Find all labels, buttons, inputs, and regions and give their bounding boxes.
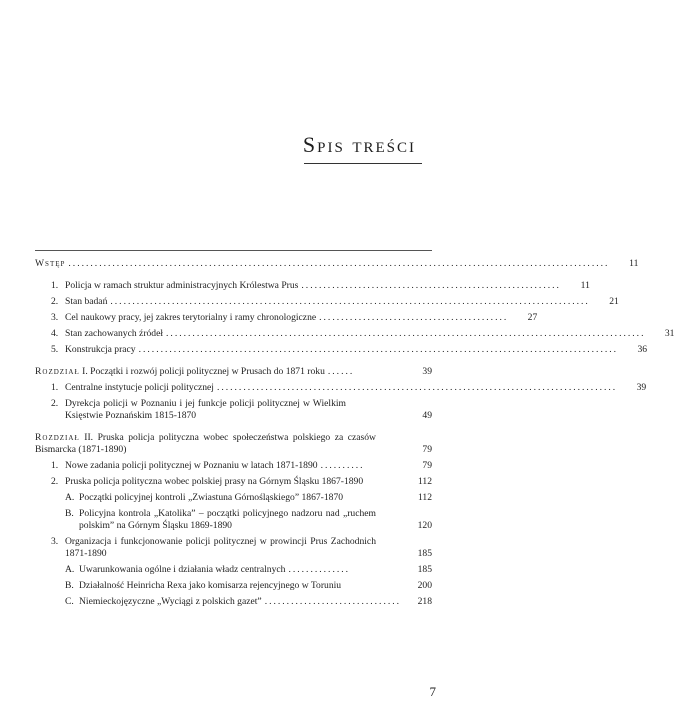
entry-number: 3.	[51, 536, 59, 547]
toc-entry[interactable]	[51, 382, 647, 394]
toc-entry[interactable]	[51, 344, 648, 356]
toc-entry[interactable]	[65, 564, 432, 576]
dot-leader: ......	[327, 366, 355, 377]
entry-page: 79	[422, 460, 432, 471]
entry-label: Policja w ramach struktur administracyjnych Królestwa Prus	[65, 280, 299, 291]
entry-number: B.	[65, 508, 74, 519]
dot-leader: ...........................................	[319, 312, 509, 323]
dot-leader: .............................................................................................................	[166, 328, 646, 339]
entry-number: 2.	[51, 476, 59, 487]
entry-label: Dyrekcja policji w Poznaniu i jej funkcje policji politycznej w Wielkim Księstwie Poznańskim 1815-1870	[65, 398, 346, 421]
entry-label: Niemieckojęzyczne „Wyciągi z polskich gazet”	[79, 596, 262, 607]
entry-label: II. Pruska policja polityczna wobec społeczeństwa polskiego za czasów Bismarcka (1871-1890)	[35, 432, 376, 455]
entry-page: 36	[637, 344, 648, 355]
toc-entry[interactable]	[65, 596, 432, 608]
toc-entry[interactable]	[65, 508, 432, 532]
entry-number: 3.	[51, 312, 59, 323]
toc-entry-wstep[interactable]	[35, 258, 639, 270]
dot-leader: ...........................................................	[301, 280, 561, 291]
entry-number: 2.	[51, 398, 59, 409]
entry-page: 49	[422, 410, 432, 421]
chapter-heading	[35, 366, 325, 378]
entry-label: Początki policyjnej kontroli „Zwiastuna Górnośląskiego” 1867-1870	[79, 492, 344, 503]
page-number: 7	[429, 684, 436, 699]
entry-label: Pruska policja polityczna wobec polskiej prasy na Górnym Śląsku 1867-1890	[65, 476, 364, 487]
entry-label: Policyjna kontrola „Katolika” – początki policyjnego nadzoru nad „ruchem polskim” na Górnym Śląsku 1869-1890	[79, 508, 376, 531]
entry-page: 11	[580, 280, 590, 291]
dot-leader: ...........................................................................................	[216, 382, 618, 393]
entry-label: Nowe zadania policji politycznej w Poznaniu w latach 1871-1890	[65, 460, 318, 471]
entry-number: 4.	[51, 328, 59, 339]
entry-label: Centralne instytucje policji politycznej	[65, 382, 214, 393]
entry-page: 112	[417, 476, 432, 487]
page-title: Spis treści	[302, 132, 416, 157]
chapter-prefix: Rozdział	[35, 366, 80, 377]
entry-label: I. Początki i rozwój policji politycznej w Prusach do 1871 roku	[82, 366, 325, 377]
entry-label: Działalność Heinricha Rexa jako komisarza rejencyjnego w Toruniu	[79, 580, 342, 591]
entry-page: 185	[417, 548, 432, 559]
toc-entry[interactable]	[51, 296, 619, 308]
entry-page: 120	[417, 520, 432, 531]
entry-label: Uwarunkowania ogólne i działania władz centralnych	[79, 564, 286, 575]
entry-page: 218	[417, 596, 432, 607]
toc-entry[interactable]	[65, 580, 432, 592]
entry-number: C.	[65, 596, 74, 607]
entry-number: 1.	[51, 382, 59, 393]
toc-entry[interactable]	[51, 460, 432, 472]
entry-label: Cel naukowy pracy, jej zakres terytorialny i ramy chronologiczne	[65, 312, 317, 323]
entry-page: 39	[636, 382, 647, 393]
toc-entry[interactable]	[51, 328, 674, 340]
dot-leader: ..........	[320, 460, 365, 471]
toc-entry[interactable]	[51, 280, 590, 292]
toc-entry[interactable]	[51, 398, 432, 422]
entry-page: 31	[664, 328, 674, 339]
entry-number: 5.	[51, 344, 59, 355]
entry-number: 1.	[51, 460, 59, 471]
dot-leader: .............................................................................................................	[110, 296, 590, 307]
dot-leader: ...........................................................................................................................	[68, 258, 610, 269]
entry-number: 2.	[51, 296, 59, 307]
entry-label: Stan badań	[65, 296, 108, 307]
entry-number: B.	[65, 580, 74, 591]
entry-label: Konstrukcja pracy	[65, 344, 136, 355]
entry-label: Stan zachowanych źródeł	[65, 328, 164, 339]
toc-entry[interactable]	[51, 476, 432, 488]
entry-page: 11	[629, 258, 639, 269]
chapter-heading	[35, 432, 406, 456]
entry-number: A.	[65, 492, 75, 503]
chapter-prefix: Rozdział	[35, 432, 80, 443]
toc-entry[interactable]	[51, 312, 538, 324]
toc-entry[interactable]	[51, 536, 432, 560]
entry-page: 200	[417, 580, 432, 591]
dot-leader: ..............	[288, 564, 351, 575]
toc-entry-chapter-1[interactable]	[35, 366, 432, 378]
title-underline	[304, 163, 422, 164]
entry-page: 27	[527, 312, 538, 323]
top-divider	[35, 250, 432, 251]
entry-label: Wstęp	[35, 258, 66, 269]
entry-page: 112	[417, 492, 432, 503]
entry-page: 39	[422, 366, 432, 377]
dot-leader: ...............................	[264, 596, 402, 607]
toc-entry[interactable]	[65, 492, 432, 504]
entry-page: 79	[422, 444, 432, 455]
entry-page: 185	[417, 564, 432, 575]
entry-number: 1.	[51, 280, 59, 291]
table-of-contents	[35, 258, 674, 612]
entry-number: A.	[65, 564, 75, 575]
dot-leader: .............................................................................................................	[138, 344, 619, 355]
entry-page: 21	[609, 296, 619, 307]
toc-entry-chapter-2[interactable]	[35, 432, 432, 456]
entry-label: Organizacja i funkcjonowanie policji politycznej w prowincji Prus Zachodnich 1871-1890	[65, 536, 376, 559]
